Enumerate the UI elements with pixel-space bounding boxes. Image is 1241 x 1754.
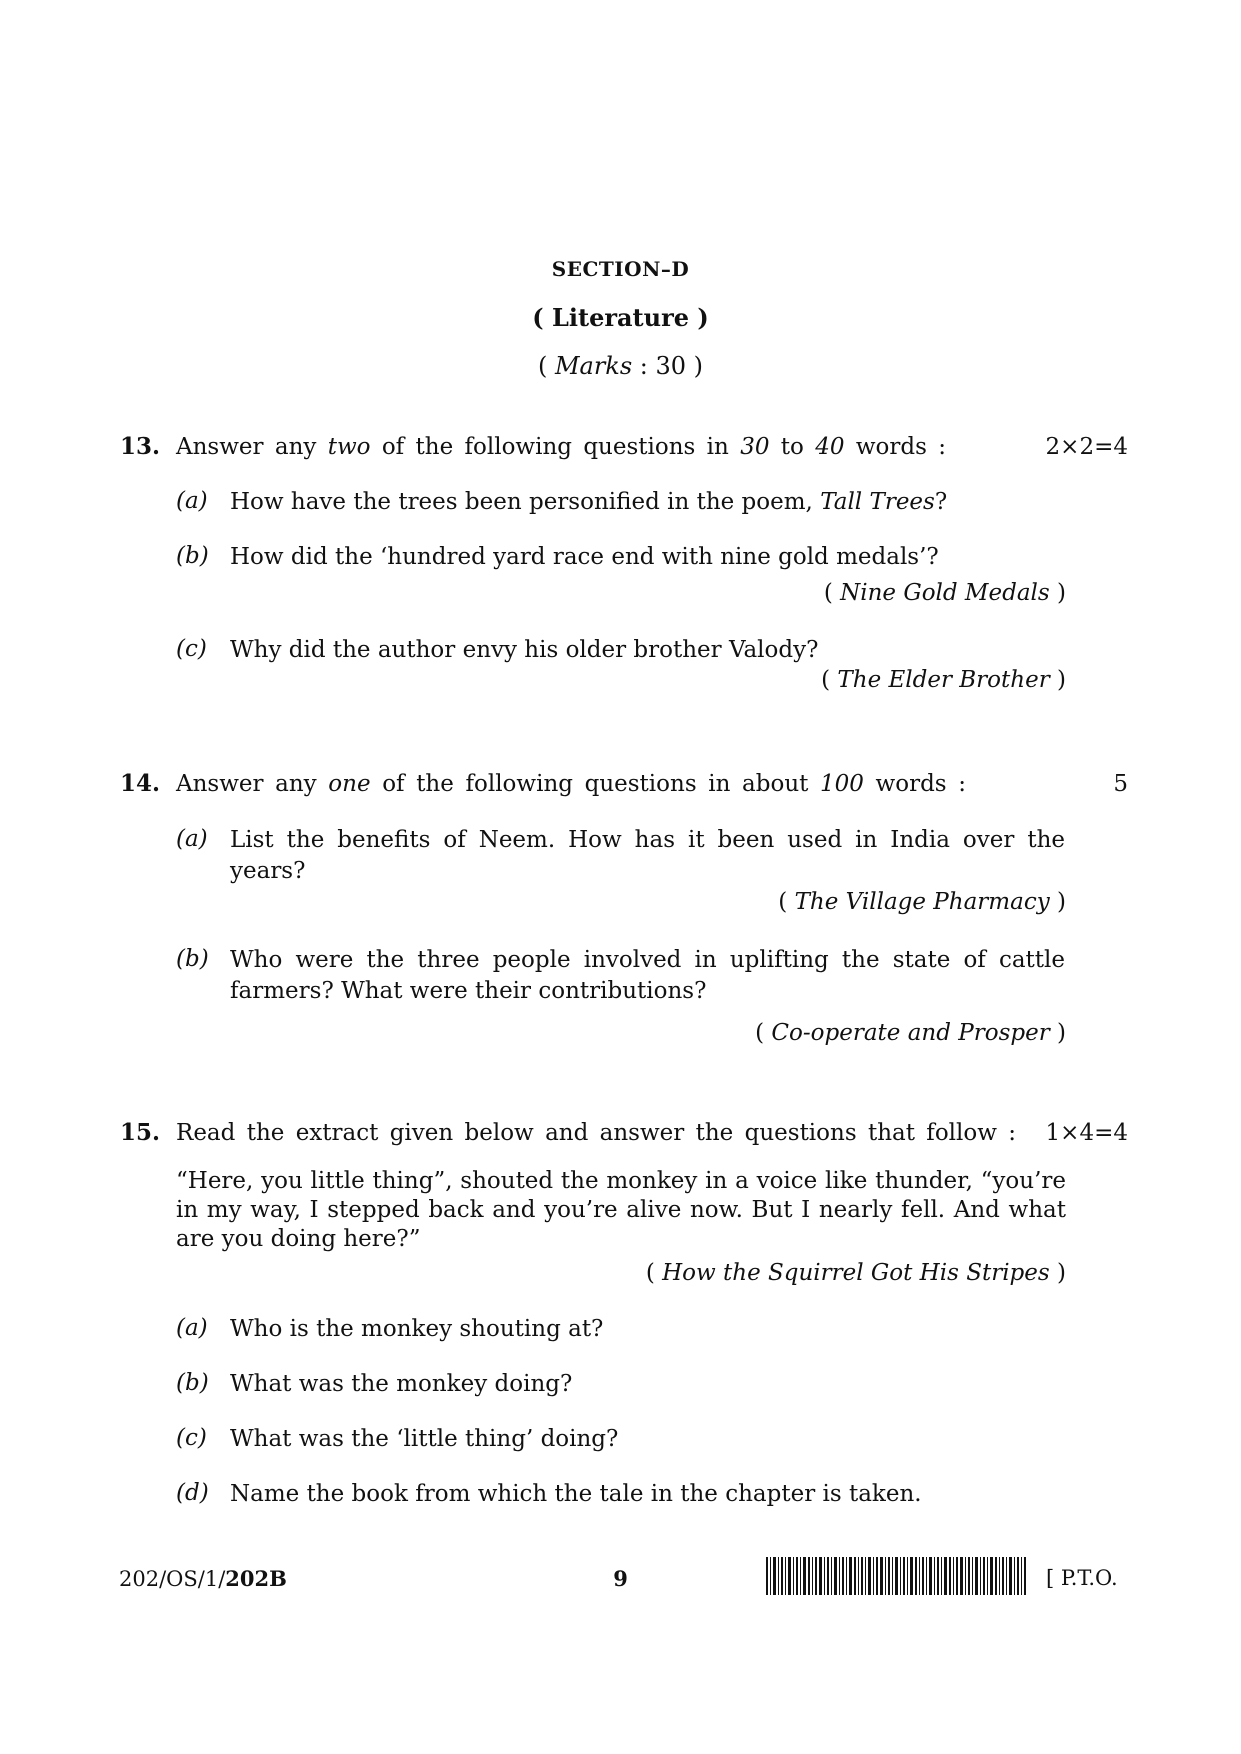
question-14a-source: ( The Village Pharmacy ) [778, 889, 1066, 915]
question-14-marks: 5 [1113, 771, 1128, 797]
question-15-number: 15. [120, 1119, 161, 1146]
section-marks: ( Marks : 30 ) [537, 352, 704, 380]
question-14b-label: (b) [176, 946, 209, 972]
barcode-icon [766, 1557, 1026, 1595]
pto-label: [ P.T.O. [1046, 1566, 1118, 1590]
question-15a-text: Who is the monkey shouting at? [230, 1316, 604, 1342]
question-13-number: 13. [120, 433, 161, 460]
question-13b-source: ( Nine Gold Medals ) [823, 580, 1066, 606]
question-13-instruction: Answer any two of the following questions in 30 to 40 words : [176, 434, 946, 460]
question-14b-text: Who were the three people involved in uplifting the state of cattle farmers? What were their contributions? [230, 947, 1065, 1004]
question-13a-label: (a) [176, 488, 208, 514]
question-15-extract: “Here, you little thing”, shouted the monkey in a voice like thunder, “you’re in my way, I stepped back and you’re alive now. But I nearly fell. And what are you doing here?” [176, 1168, 1066, 1252]
marks-value: 30 [655, 352, 687, 380]
question-13b-label: (b) [176, 543, 209, 569]
question-13c-text: Why did the author envy his older brother Valody? [230, 637, 819, 663]
page-number: 9 [613, 1566, 628, 1591]
question-15a-label: (a) [176, 1315, 208, 1341]
question-14-instruction: Answer any one of the following questions in about 100 words : [176, 771, 966, 797]
question-13c-label: (c) [176, 636, 207, 662]
section-title-text: SECTION–D [551, 257, 690, 281]
question-15b-text: What was the monkey doing? [230, 1371, 573, 1397]
marks-label: Marks [554, 352, 633, 380]
question-13-marks: 2×2=4 [1045, 434, 1128, 460]
question-14-number: 14. [120, 770, 161, 797]
question-15-instruction: Read the extract given below and answer the questions that follow : [176, 1120, 1016, 1146]
question-15d-label: (d) [176, 1480, 209, 1506]
section-title [0, 257, 1241, 281]
question-13c-source: ( The Elder Brother ) [821, 667, 1066, 693]
question-15c-text: What was the ‘little thing’ doing? [230, 1426, 619, 1452]
question-15-marks: 1×4=4 [1045, 1120, 1128, 1146]
question-15b-label: (b) [176, 1370, 209, 1396]
question-13b-text: How did the ‘hundred yard race end with nine gold medals’? [230, 544, 939, 570]
question-15d-text: Name the book from which the tale in the chapter is taken. [230, 1481, 922, 1507]
paper-code: 202/OS/1/202B [119, 1566, 287, 1591]
question-14a-label: (a) [176, 826, 208, 852]
question-15-source: ( How the Squirrel Got His Stripes ) [645, 1260, 1066, 1286]
question-14a-text: List the benefits of Neem. How has it been used in India over the years? [230, 827, 1065, 884]
question-14b-source: ( Co-operate and Prosper ) [755, 1020, 1066, 1046]
question-15c-label: (c) [176, 1425, 207, 1451]
section-subtitle: ( Literature ) [532, 303, 709, 332]
question-13a-text: How have the trees been personified in the poem, Tall Trees? [230, 489, 948, 515]
